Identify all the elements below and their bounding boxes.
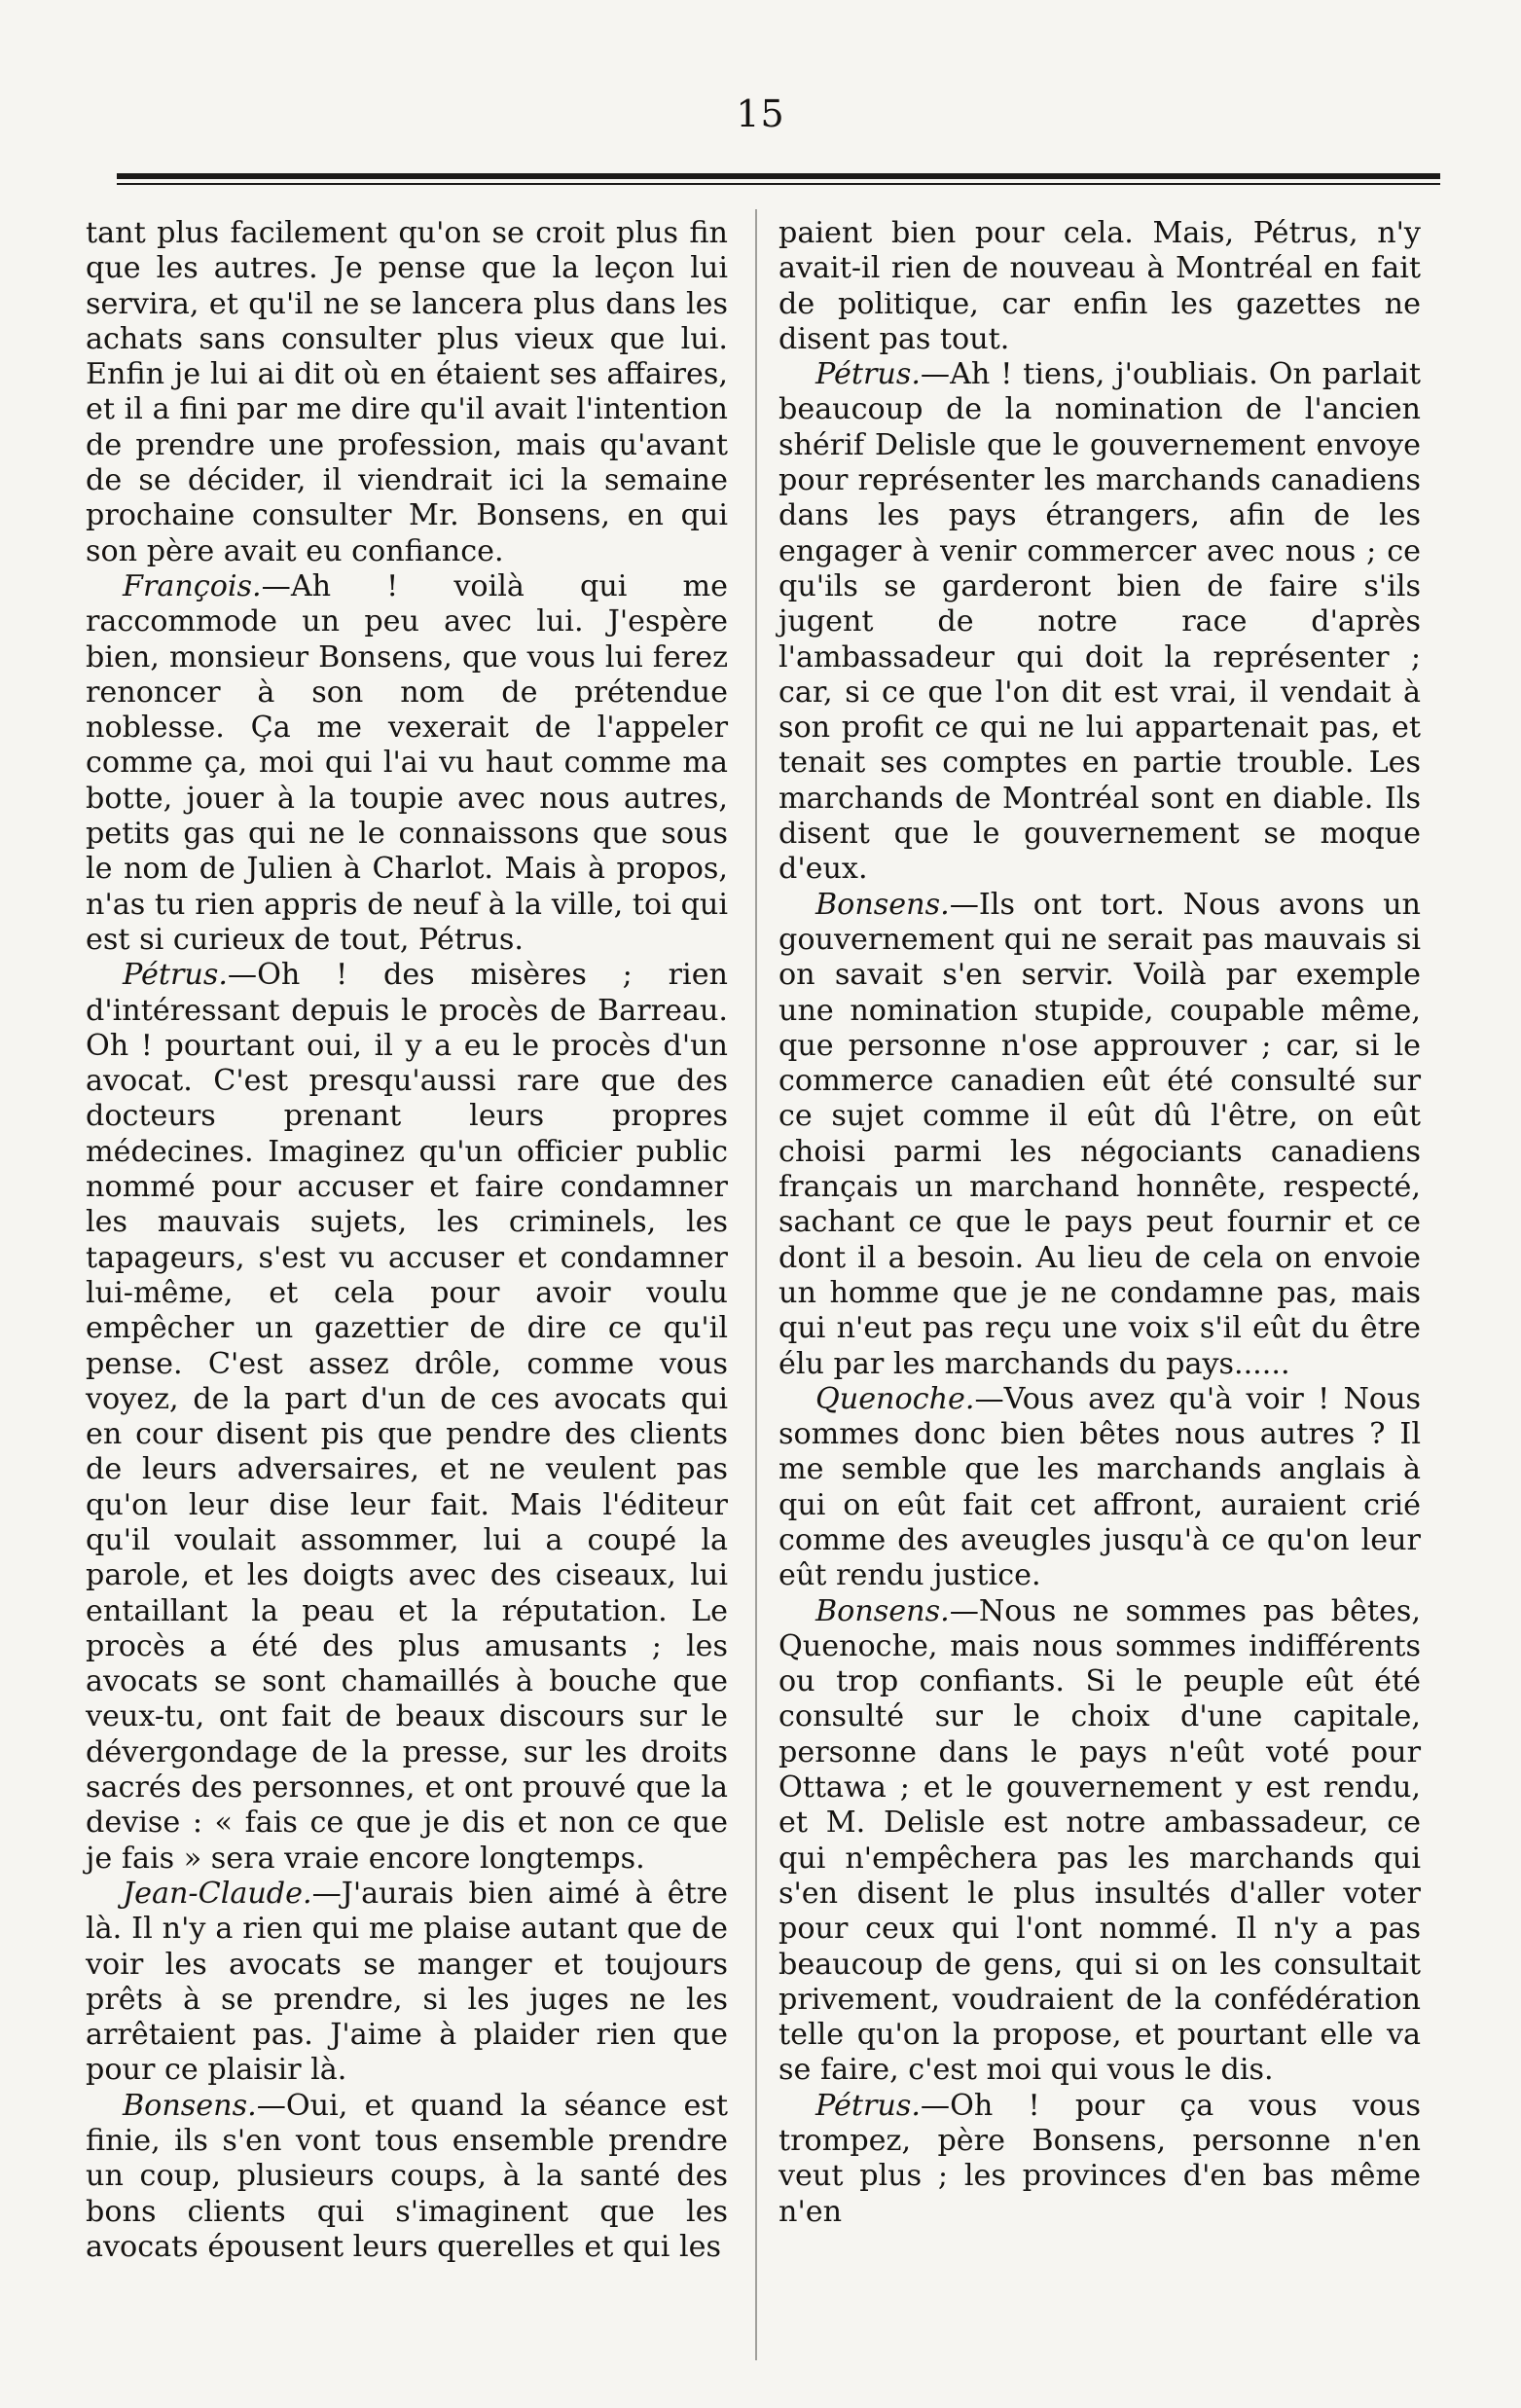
speaker-name: Bonsens.: [815, 887, 950, 922]
paragraph: [86, 958, 728, 1877]
paragraph-text: —Oh ! des misères ; rien d'intéressant depuis le procès de Barreau. Oh ! pourtant oui, il y a eu le procès d'un avocat. C'est presqu'aussi rare que des docteurs prenant leurs propres médecines. Imaginez qu'un officier public nommé pour accuser et faire condamner les mauvais sujets, les criminels, les tapageurs, s'est vu accuser et condamner lui-même, et cela pour avoir voulu empêcher un gazettier de dire ce qu'il pense. C'est assez drôle, comme vous voyez, de la part d'un de ces avocats qui en cour disent pis que pendre des clients de leurs adversaires, et ne veulent pas qu'on leur dise leur fait. Mais l'éditeur qu'il voulait assommer, lui a coupé la parole, et les doigts avec des ciseaux, lui entaillant la peau et la réputation. Le procès a été des plus amusants ; les avocats se sont chamaillés à bouche que veux-tu, ont fait de beaux discours sur le dévergondage de la presse, sur les droits sacrés des personnes, et ont prouvé que la devise : « fais ce que je dis et non ce que je fais » sera vraie encore longtemps.: [86, 958, 728, 1876]
paragraph-text: —Ah ! tiens, j'oubliais. On parlait beaucoup de la nomination de l'ancien shérif Delisle que le gouvernement envoye pour représenter les marchands canadiens dans les pays étrangers, afin de les engager à venir commercer avec nous ; ce qu'ils se garderont bien de faire s'ils jugent de notre race d'après l'ambassadeur qui doit la représenter ; car, si ce que l'on dit est vrai, il vendait à son profit ce qui ne lui appartenait pas, et tenait ses comptes en partie trouble. Les marchands de Montréal sont en diable. Ils disent que le gouvernement se moque d'eux.: [779, 357, 1421, 887]
paragraph: [86, 1877, 728, 2089]
right-column: [779, 216, 1421, 2230]
paragraph-text: —J'aurais bien aimé à être là. Il n'y a rien qui me plaise autant que de voir les avocats se manger et toujours prêts à se prendre, si les juges ne les arrêtaient pas. J'aime à plaider rien que pour ce plaisir là.: [86, 1876, 728, 2088]
paragraph: [779, 888, 1421, 1382]
paragraph-text: —Oui, et quand la séance est finie, ils s'en vont tous ensemble prendre un coup, plusieurs coups, à la santé des bons clients qui s'imaginent que les avocats épousent leurs querelles et qui les: [86, 2088, 728, 2264]
paragraph: [779, 2089, 1421, 2230]
paragraph: [86, 569, 728, 958]
paragraph: [779, 216, 1421, 357]
page-number: 15: [736, 92, 785, 135]
column-divider: [755, 209, 757, 2360]
header-rule-thick: [117, 173, 1440, 179]
paragraph: [779, 357, 1421, 887]
speaker-name: Bonsens.: [815, 1593, 950, 1628]
speaker-name: Quenoche.: [815, 1381, 975, 1416]
speaker-name: Pétrus.: [815, 357, 921, 392]
paragraph-text: —Oh ! pour ça vous vous trompez, père Bonsens, personne n'en veut plus ; les provinces d'en bas même n'en: [779, 2088, 1421, 2229]
speaker-name: Pétrus.: [123, 958, 228, 993]
speaker-name: François.: [123, 568, 262, 603]
paragraph-text: tant plus facilement qu'on se croit plus fin que les autres. Je pense que la leçon lui servira, et qu'il ne se lancera plus dans les achats sans consulter plus vieux que lui. Enfin je lui ai dit où en étaient ses affaires, et il a fini par me dire qu'il avait l'intention de prendre une profession, mais qu'avant de se décider, il viendrait ici la semaine prochaine consulter Mr. Bonsens, en qui son père avait eu confiance.: [86, 216, 728, 568]
speaker-name: Bonsens.: [123, 2088, 257, 2123]
paragraph-text: —Ils ont tort. Nous avons un gouvernement qui ne serait pas mauvais si on savait s'en servir. Voilà par exemple une nomination stupide, coupable même, que personne n'ose approuver ; car, si le commerce canadien eût été consulté sur ce sujet comme il eût dû l'être, on eût choisi parmi les négociants canadiens français un marchand honnête, respecté, sachant ce que le pays peut fournir et ce dont il a besoin. Au lieu de cela on envoie un homme que je ne condamne pas, mais qui n'eut pas reçu une voix s'il eût du être élu par les marchands du pays......: [779, 887, 1421, 1381]
speaker-name: Jean-Claude.: [123, 1876, 312, 1911]
paragraph-text: paient bien pour cela. Mais, Pétrus, n'y avait-il rien de nouveau à Montréal en fait de politique, car enfin les gazettes ne disent pas tout.: [779, 216, 1421, 356]
speaker-name: Pétrus.: [815, 2088, 921, 2123]
paragraph-text: —Vous avez qu'à voir ! Nous sommes donc bien bêtes nous autres ? Il me semble que les marchands anglais à qui on eût fait cet affront, auraient crié comme des aveugles jusqu'à ce qu'on leur eût rendu justice.: [779, 1381, 1421, 1593]
left-column: [86, 216, 728, 2265]
paragraph: [779, 1594, 1421, 2089]
header-rule-thin: [117, 183, 1440, 185]
paragraph-text: —Ah ! voilà qui me raccommode un peu avec lui. J'espère bien, monsieur Bonsens, que vous lui ferez renoncer à son nom de prétendue noblesse. Ça me vexerait de l'appeler comme ça, moi qui l'ai vu haut comme ma botte, jouer à la toupie avec nous autres, petits gas qui ne le connaissons que sous le nom de Julien à Charlot. Mais à propos, n'as tu rien appris de neuf à la ville, toi qui est si curieux de tout, Pétrus.: [86, 568, 728, 957]
paragraph: [779, 1382, 1421, 1594]
paragraph: [86, 2089, 728, 2265]
paragraph-text: —Nous ne sommes pas bêtes, Quenoche, mais nous sommes indifférents ou trop confiants. Si le peuple eût été consulté sur le choix d'une capitale, personne dans le pays n'eût voté pour Ottawa ; et le gouvernement y est rendu, et M. Delisle est notre ambassadeur, ce qui n'empêchera pas les marchands qui s'en disent le plus insultés d'aller voter pour ceux qui l'ont nommé. Il n'y a pas beaucoup de gens, qui si on les consultait privement, voudraient de la confédération telle qu'on la propose, et pourtant elle va se faire, c'est moi qui vous le dis.: [779, 1593, 1421, 2088]
paragraph: [86, 216, 728, 569]
